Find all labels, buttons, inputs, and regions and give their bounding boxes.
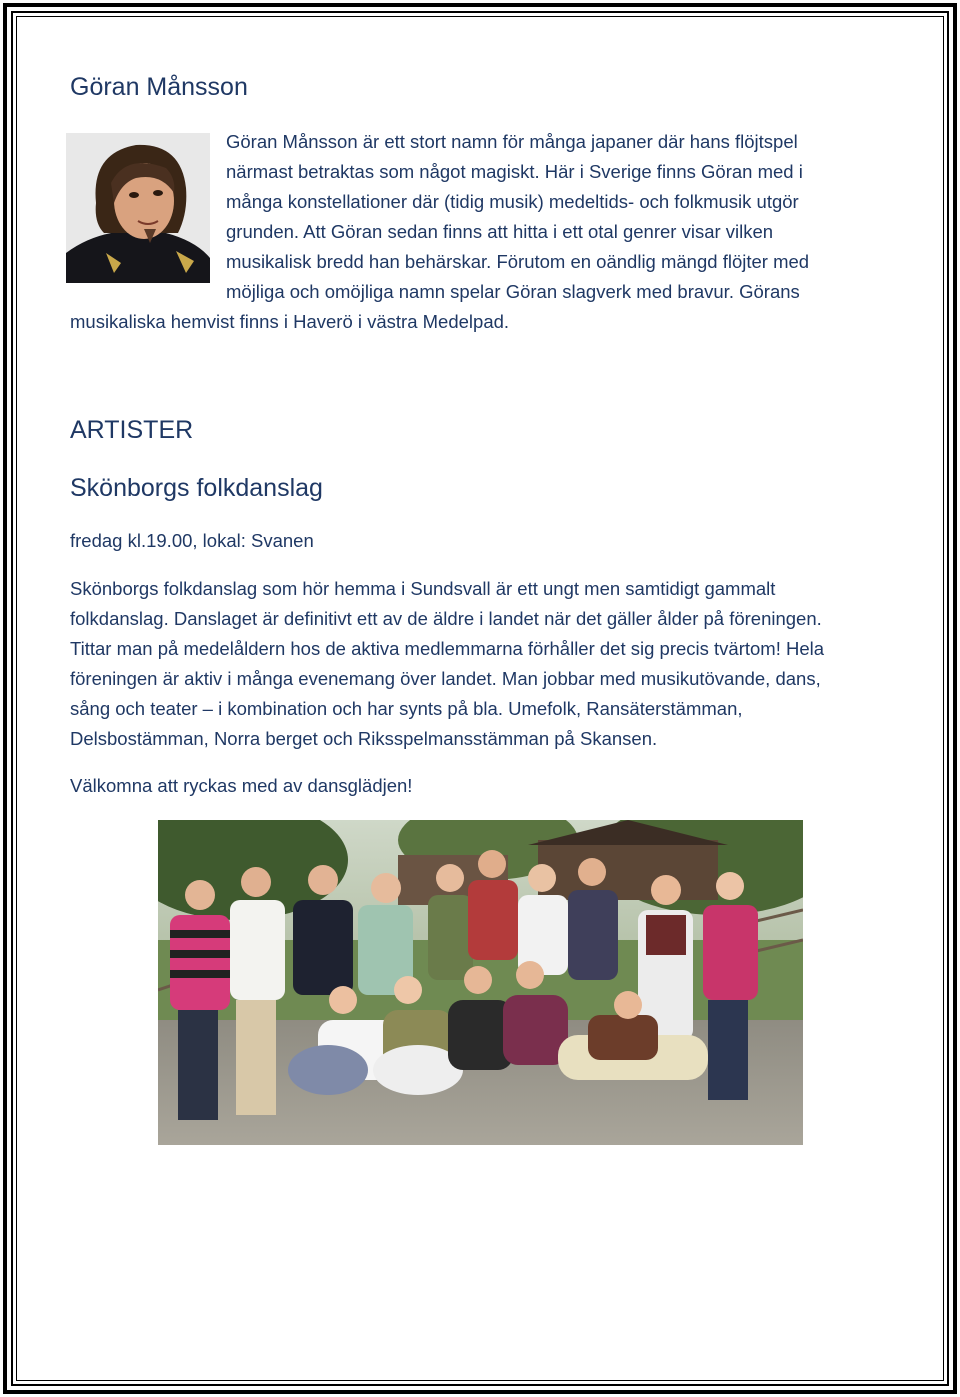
welcome-text: Välkomna att ryckas med av dansglädjen! [70,775,413,796]
goran-bio-line: musikaliska hemvist finns i Haverö i västra Medelpad. [70,311,510,332]
event-schedule: fredag kl.19.00, lokal: Svanen [70,530,314,551]
group-description-line: Skönborgs folkdanslag som hör hemma i Sundsvall är ett ungt men samtidigt gammalt [70,578,776,599]
goran-title: Göran Månsson [70,73,248,101]
group-name-heading: Skönborgs folkdanslag [70,474,323,502]
group-description-line: Tittar man på medelåldern hos de aktiva medlemmarna förhåller det sig precis tvärtom! Hela [70,638,825,659]
artists-section-title: ARTISTER [70,416,194,444]
group-description-line: folkdanslag. Danslaget är definitivt ett av de äldre i landet när det gäller ålder på föreningen. [70,608,822,629]
goran-bio-line: närmast betraktas som något magiskt. Här i Sverige finns Göran med i [226,161,803,182]
group-description-line: Delsbostämman, Norra berget och Riksspelmansstämman på Skansen. [70,728,658,749]
group-description-line: sång och teater – i kombination och har synts på bla. Umefolk, Ransäterstämman, [70,698,743,719]
goran-bio-line: musikalisk bredd han behärskar. Förutom en oändlig mängd flöjter med [226,251,810,272]
goran-bio-line: många konstellationer där (tidig musik) medeltids- och folkmusik utgör [226,191,799,212]
folkdance-group-photo [158,820,803,1145]
goran-bio-line: Göran Månsson är ett stort namn för många japaner där hans flöjtspel [226,131,798,152]
goran-bio-line: möjliga och omöjliga namn spelar Göran slagverk med bravur. Görans [226,281,800,302]
goran-bio-line: grunden. Att Göran sedan finns att hitta i ett otal genrer visar vilken [226,221,774,242]
goran-portrait-photo [66,133,210,283]
group-description-line: föreningen är aktiv i många evenemang över landet. Man jobbar med musikutövande, dans, [70,668,821,689]
